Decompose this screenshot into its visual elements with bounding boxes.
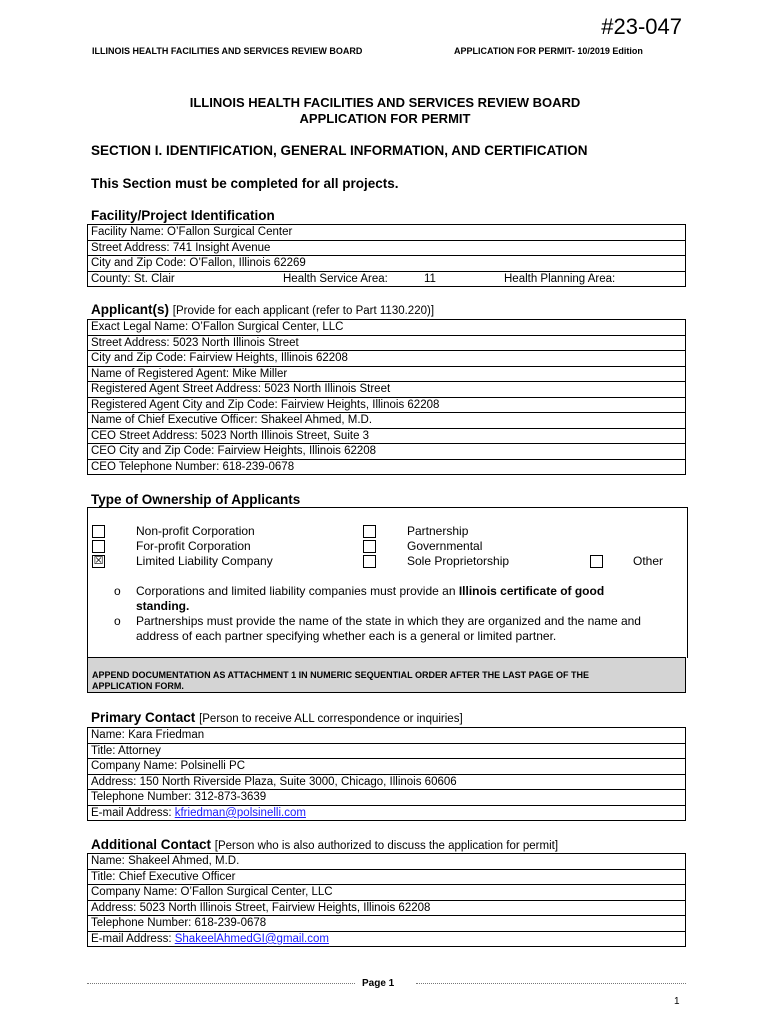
primary-contact-email-row bbox=[88, 805, 686, 821]
applicant-table bbox=[87, 319, 686, 475]
applicant-row: CEO Telephone Number: 618-239-0678 bbox=[88, 459, 686, 475]
email-label: E-mail Address: bbox=[91, 806, 175, 819]
facility-heading: Facility/Project Identification bbox=[91, 208, 275, 223]
header-board-name: ILLINOIS HEALTH FACILITIES AND SERVICES REVIEW BOARD bbox=[92, 46, 363, 56]
applicant-heading-line bbox=[91, 302, 434, 317]
primary-contact-row: Name: Kara Friedman bbox=[88, 728, 686, 744]
header-edition: APPLICATION FOR PERMIT- 10/2019 Edition bbox=[454, 46, 643, 56]
page-title: ILLINOIS HEALTH FACILITIES AND SERVICES REVIEW BOARD bbox=[189, 95, 581, 110]
applicant-note: [Provide for each applicant (refer to Part 1130.220)] bbox=[172, 305, 435, 317]
checkbox-other[interactable] bbox=[590, 555, 603, 568]
additional-contact-row: Company Name: O’Fallon Surgical Center, LLC bbox=[88, 885, 686, 901]
bullet-corporations-cont: standing. bbox=[136, 599, 190, 613]
applicant-row: Street Address: 5023 North Illinois Street bbox=[88, 335, 686, 351]
bullet-marker: o bbox=[114, 614, 121, 628]
additional-contact-table bbox=[87, 853, 686, 947]
option-governmental: Governmental bbox=[407, 539, 483, 553]
section-heading: SECTION I. IDENTIFICATION, GENERAL INFORMATION, AND CERTIFICATION bbox=[91, 143, 588, 158]
additional-contact-row: Name: Shakeel Ahmed, M.D. bbox=[88, 854, 686, 870]
primary-contact-email-link[interactable]: kfriedman@polsinelli.com bbox=[174, 806, 306, 819]
bullet-corporations bbox=[136, 584, 604, 598]
facility-city: City and Zip Code: O’Fallon, Illinois 62269 bbox=[88, 256, 686, 272]
option-sole-proprietorship: Sole Proprietorship bbox=[407, 554, 510, 568]
checkbox-governmental[interactable] bbox=[363, 540, 376, 553]
append-line: APPLICATION FORM. bbox=[92, 681, 184, 691]
primary-contact-row: Telephone Number: 312-873-3639 bbox=[88, 790, 686, 806]
primary-contact-note: [Person to receive ALL correspondence or inquiries] bbox=[199, 713, 463, 725]
additional-contact-heading: Additional Contact bbox=[91, 837, 211, 852]
bullet-corporations-bold: Illinois certificate of good bbox=[458, 584, 605, 598]
primary-contact-row: Company Name: Polsinelli PC bbox=[88, 759, 686, 775]
additional-contact-row: Telephone Number: 618-239-0678 bbox=[88, 916, 686, 932]
hsa-value: 11 bbox=[424, 272, 436, 285]
bullet-corporations-text: Corporations and limited liability companies must provide an bbox=[136, 584, 459, 598]
applicant-heading: Applicant(s) bbox=[91, 302, 170, 317]
document-number: #23-047 bbox=[601, 14, 682, 39]
option-llc: Limited Liability Company bbox=[136, 554, 273, 568]
checkbox-sole-proprietorship[interactable] bbox=[363, 555, 376, 568]
applicant-row: Name of Registered Agent: Mike Miller bbox=[88, 366, 686, 382]
applicant-row: Registered Agent Street Address: 5023 North Illinois Street bbox=[88, 382, 686, 398]
checkbox-llc[interactable]: ☒ bbox=[93, 555, 104, 567]
bullet-marker: o bbox=[114, 584, 121, 598]
hpa-label: Health Planning Area: bbox=[504, 272, 616, 285]
facility-name: Facility Name: O’Fallon Surgical Center bbox=[88, 225, 686, 241]
facility-street: Street Address: 741 Insight Avenue bbox=[88, 240, 686, 256]
primary-contact-row: Address: 150 North Riverside Plaza, Suite 3000, Chicago, Illinois 60606 bbox=[88, 774, 686, 790]
applicant-row: City and Zip Code: Fairview Heights, Illinois 62208 bbox=[88, 351, 686, 367]
additional-contact-email-row bbox=[88, 931, 686, 947]
applicant-row: Exact Legal Name: O’Fallon Surgical Center, LLC bbox=[88, 320, 686, 336]
page-subtitle: APPLICATION FOR PERMIT bbox=[299, 111, 471, 126]
facility-county-row bbox=[88, 271, 686, 287]
bullet-partnerships: Partnerships must provide the name of the state in which they are organized and the name and bbox=[136, 614, 641, 628]
append-line: APPEND DOCUMENTATION AS ATTACHMENT 1 IN NUMERIC SEQUENTIAL ORDER AFTER THE LAST PAGE OF THE bbox=[92, 670, 590, 680]
additional-contact-note: [Person who is also authorized to discuss the application for permit] bbox=[214, 840, 559, 852]
primary-contact-heading-line bbox=[91, 710, 463, 725]
primary-contact-row: Title: Attorney bbox=[88, 743, 686, 759]
primary-contact-heading: Primary Contact bbox=[91, 710, 196, 725]
additional-contact-email-link[interactable]: ShakeelAhmedGI@gmail.com bbox=[174, 932, 329, 945]
applicant-row: CEO Street Address: 5023 North Illinois Street, Suite 3 bbox=[88, 428, 686, 444]
option-partnership: Partnership bbox=[407, 524, 469, 538]
option-other: Other bbox=[633, 554, 664, 568]
bullet-partnerships-cont: address of each partner specifying whether each is a general or limited partner. bbox=[136, 629, 557, 643]
facility-table bbox=[87, 224, 686, 287]
checkbox-nonprofit[interactable] bbox=[92, 525, 105, 538]
append-attachment-notice bbox=[87, 657, 686, 693]
checkbox-forprofit[interactable] bbox=[92, 540, 105, 553]
option-nonprofit: Non-profit Corporation bbox=[136, 524, 255, 538]
footer-divider-left bbox=[87, 983, 355, 984]
applicant-row: CEO City and Zip Code: Fairview Heights, Illinois 62208 bbox=[88, 444, 686, 460]
applicant-row: Registered Agent City and Zip Code: Fairview Heights, Illinois 62208 bbox=[88, 397, 686, 413]
checkbox-partnership[interactable] bbox=[363, 525, 376, 538]
email-label: E-mail Address: bbox=[91, 932, 175, 945]
facility-county: County: St. Clair bbox=[91, 272, 175, 285]
additional-contact-row: Address: 5023 North Illinois Street, Fairview Heights, Illinois 62208 bbox=[88, 900, 686, 916]
applicant-row: Name of Chief Executive Officer: Shakeel Ahmed, M.D. bbox=[88, 413, 686, 429]
additional-contact-heading-line bbox=[91, 837, 558, 852]
section-note: This Section must be completed for all projects. bbox=[91, 176, 399, 191]
option-forprofit: For-profit Corporation bbox=[136, 539, 251, 553]
ownership-heading: Type of Ownership of Applicants bbox=[91, 492, 301, 507]
hsa-label: Health Service Area: bbox=[283, 272, 388, 285]
footer-divider-right bbox=[416, 983, 686, 984]
page-number: 1 bbox=[674, 996, 680, 1007]
page-label: Page 1 bbox=[362, 978, 395, 989]
additional-contact-row: Title: Chief Executive Officer bbox=[88, 869, 686, 885]
primary-contact-table bbox=[87, 727, 686, 821]
